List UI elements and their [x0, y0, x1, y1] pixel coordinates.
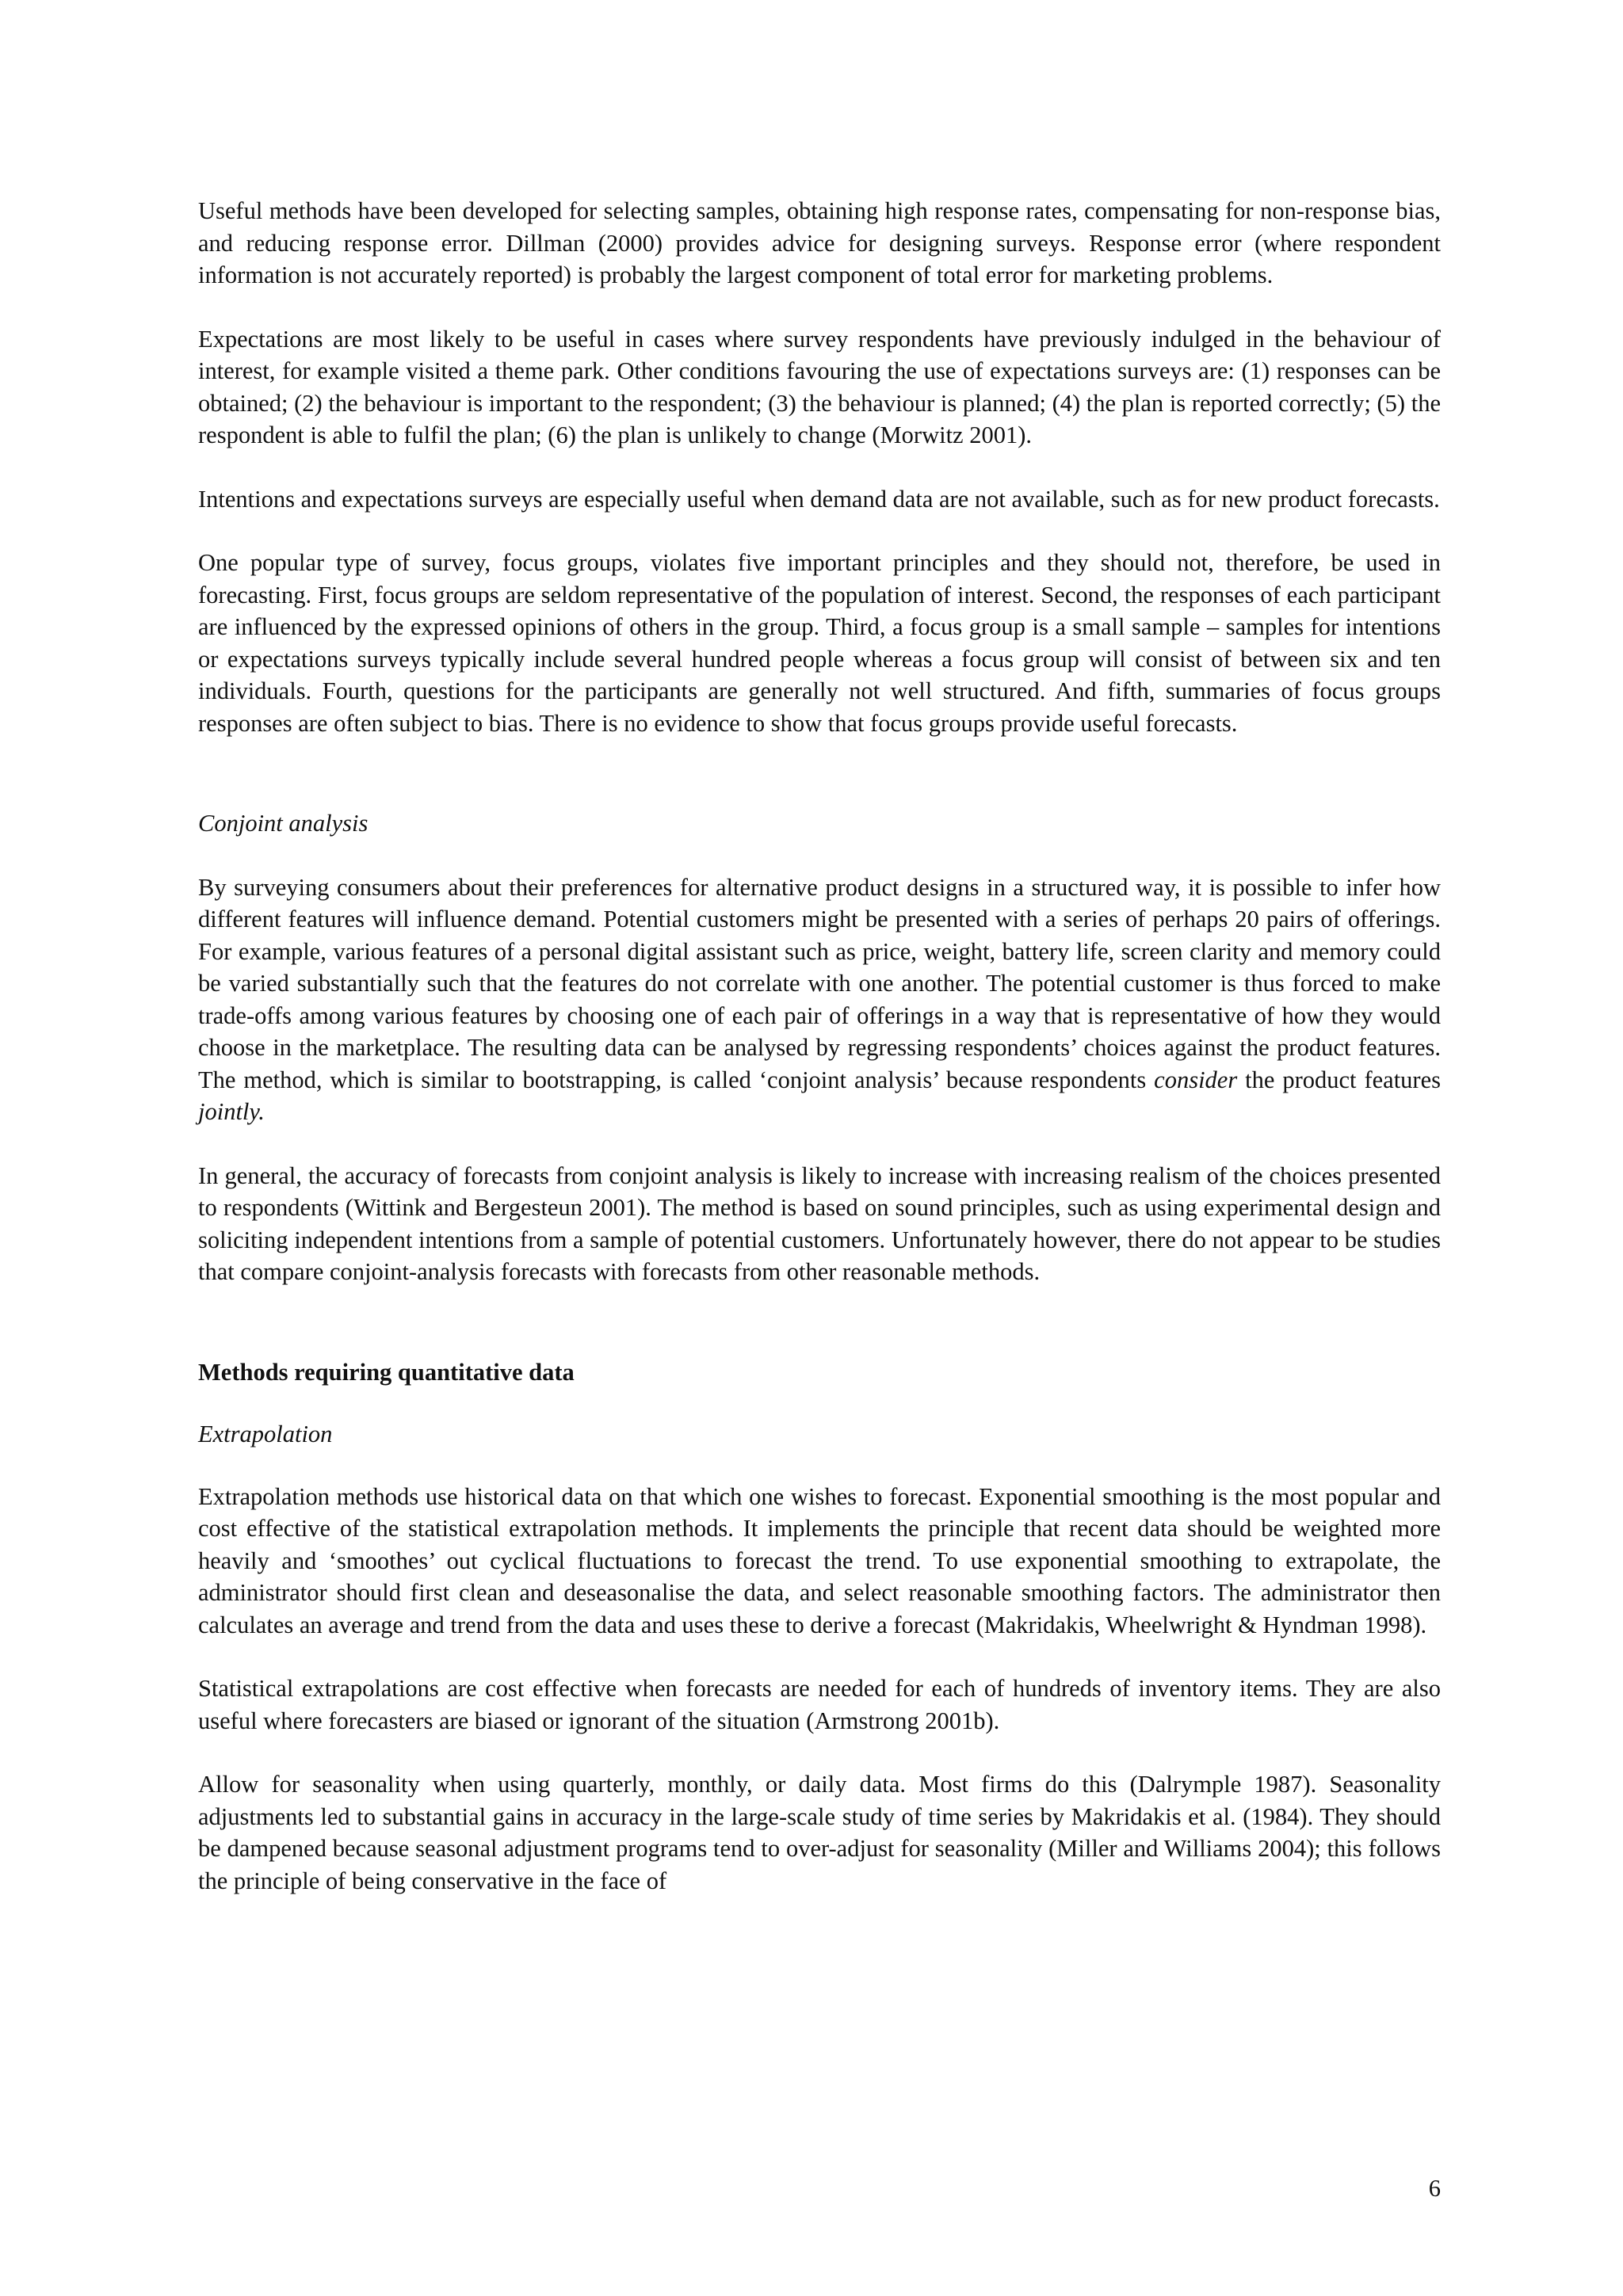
- conjoint-text-part: the product features: [1237, 1066, 1441, 1093]
- document-page: [198, 195, 1441, 1928]
- paragraph-seasonality: Allow for seasonality when using quarterly, monthly, or daily data. Most firms do this (Dalrymple 1987). Seasonality adjustments led to substantial gains in accuracy in the large-scale study of time series by Makridakis et al. (1984). They should be dampened because seasonal adjustment programs tend to over-adjust for seasonality (Miller and Williams 2004); this follows the principle of being conservative in the face of: [198, 1771, 1441, 1894]
- section-heading-extrapolation: Extrapolation: [198, 1421, 333, 1447]
- section-heading-conjoint-analysis: Conjoint analysis: [198, 810, 369, 837]
- paragraph-extrapolation-methods: Extrapolation methods use historical data on that which one wishes to forecast. Exponential smoothing is the most popular and cost effective of the statistical extrapolation methods. It implements the principle that recent data should be weighted more heavily and ‘smoothes’ out cyclical fluctuations to forecast the trend. To use exponential smoothing to extrapolate, the administrator should first clean and deseasonalise the data, and select reasonable smoothing factors. The administrator then calculates an average and trend from the data and uses these to derive a forecast (Makridakis, Wheelwright & Hyndman 1998).: [198, 1482, 1441, 1638]
- page-number: 6: [1428, 2175, 1441, 2202]
- paragraph-intentions: Intentions and expectations surveys are especially useful when demand data are not available, such as for new product forecasts.: [198, 485, 1440, 513]
- section-heading-quantitative-methods: Methods requiring quantitative data: [198, 1358, 575, 1386]
- paragraph-conjoint-accuracy: In general, the accuracy of forecasts from conjoint analysis is likely to increase with increasing realism of the choices presented to respondents (Wittink and Bergesteun 2001). The method is based on sound principles, such as using experimental design and soliciting independent intentions from a sample of potential customers. Unfortunately however, there do not appear to be studies that compare conjoint-analysis forecasts with forecasts from other reasonable methods.: [198, 1161, 1441, 1285]
- conjoint-text-part: By surveying consumers about their preferences for alternative product designs in a structured way, it is possible to infer how different features will influence demand. Potential customers might be presented with a series of perhaps 20 pairs of offerings. For example, various features of a personal digital assistant such as price, weight, battery life, screen clarity and memory could be varied substantially such that the features do not correlate with one another. The potential customer is thus forced to make trade-offs among various features by choosing one of each pair of offerings in a way that is representative of how they would choose in the marketplace. The resulting data can be analysed by regressing respondents’ choices against the product features. The method, which is similar to bootstrapping, is called ‘conjoint analysis’ because respondents: [198, 873, 1441, 1093]
- conjoint-emphasis-jointly: jointly.: [198, 1098, 265, 1125]
- paragraph-focus-groups: One popular type of survey, focus groups, violates five important principles and they should not, therefore, be used in forecasting. First, focus groups are seldom representative of the population of interest. Second, the responses of each participant are influenced by the expressed opinions of others in the group. Third, a focus group is a small sample – samples for intentions or expectations surveys typically include several hundred people whereas a focus group will consist of between six and ten individuals. Fourth, questions for the participants are generally not well structured. And fifth, summaries of focus groups responses are often subject to bias. There is no evidence to show that focus groups provide useful forecasts.: [198, 549, 1441, 737]
- paragraph-conjoint-description: [198, 871, 1441, 1128]
- conjoint-emphasis-consider: consider: [1154, 1066, 1238, 1093]
- paragraph-expectations: Expectations are most likely to be useful in cases where survey respondents have previously indulged in the behaviour of interest, for example visited a theme park. Other conditions favouring the use of expectations surveys are: (1) responses can be obtained; (2) the behaviour is important to the respondent; (3) the behaviour is planned; (4) the plan is reported correctly; (5) the respondent is able to fulfil the plan; (6) the plan is unlikely to change (Morwitz 2001).: [198, 325, 1441, 448]
- paragraph-survey-methods: Useful methods have been developed for selecting samples, obtaining high response rates, compensating for non-response bias, and reducing response error. Dillman (2000) provides advice for designing surveys. Response error (where respondent information is not accurately reported) is probably the largest component of total error for marketing problems.: [198, 197, 1441, 288]
- paragraph-statistical-extrapolations: Statistical extrapolations are cost effective when forecasts are needed for each of hundreds of inventory items. They are also useful where forecasters are biased or ignorant of the situation (Armstrong 2001b).: [198, 1675, 1441, 1734]
